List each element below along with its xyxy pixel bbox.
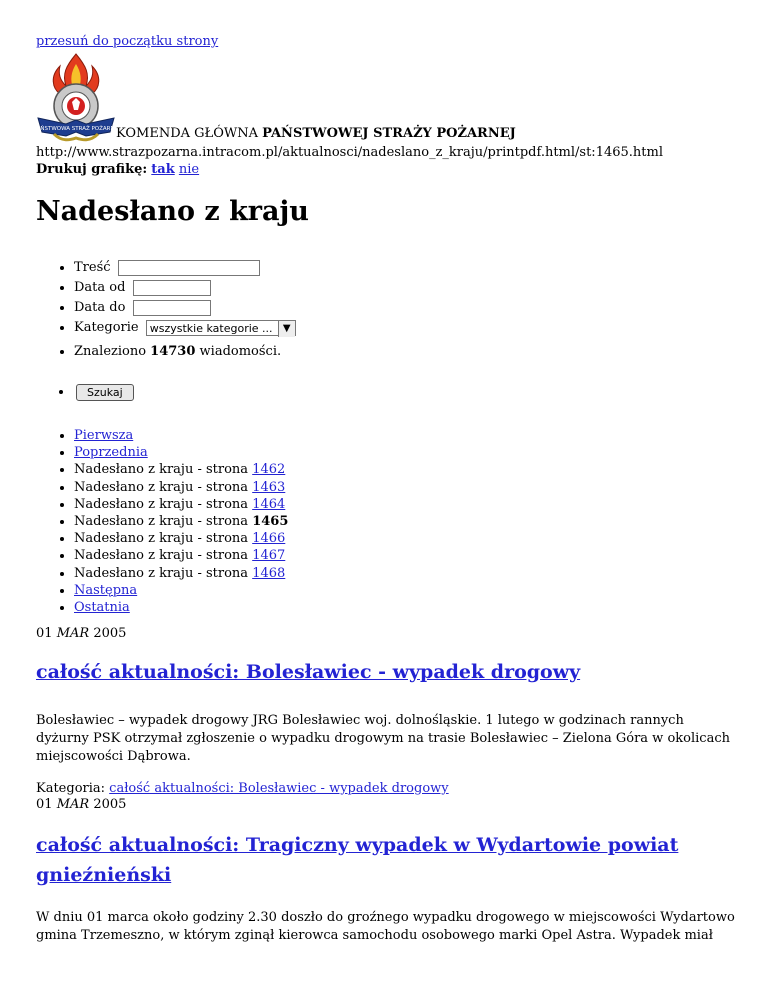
pager-page-link[interactable]: 1466 <box>252 531 286 547</box>
article-category: Kategoria: całość aktualności: Bolesławiec - wypadek drogowy <box>36 781 449 796</box>
article-title <box>36 661 580 683</box>
page-title: Nadesłano z kraju <box>36 196 309 227</box>
category-label: Kategorie <box>74 320 139 335</box>
pager-page-link[interactable]: 1464 <box>252 496 286 512</box>
category-select[interactable] <box>146 320 296 336</box>
article-body: W dniu 01 marca około godziny 2.30 doszło do groźnego wypadku drogowego w miejscowości Wydartowo gmina Trzemeszno, w którym zginął kierowca samochodu osobowego marki Opel Astra. Wypadek miał <box>36 910 735 943</box>
results-count-number: 14730 <box>150 344 196 359</box>
content-label: Treść <box>74 260 111 275</box>
pager-prev-link[interactable]: Poprzednia <box>74 445 148 461</box>
content-input[interactable] <box>118 260 260 276</box>
pager-page-link[interactable]: 1462 <box>252 462 286 478</box>
pager-current-page: 1465 <box>252 513 289 529</box>
search-form <box>36 258 296 338</box>
pager-page-link[interactable]: 1468 <box>252 565 286 581</box>
pager-item: • Nadesłano z kraju - strona 1467 <box>74 547 288 564</box>
pager-item-current: • Nadesłano z kraju - strona 1465 <box>74 513 288 530</box>
agency-name-bold: PAŃSTWOWEJ STRAŻY POŻARNEJ <box>262 126 516 141</box>
page-url: http://www.strazpozarna.intracom.pl/aktualnosci/nadeslano_z_kraju/printpdf.html/st:1465.html <box>36 145 663 160</box>
article-date: 01 MAR 2005 <box>36 797 127 812</box>
pagination <box>36 427 288 616</box>
date-from-input[interactable] <box>133 280 211 296</box>
article-date: 01 MAR 2005 <box>36 626 127 641</box>
print-graphics-label: Drukuj grafikę: <box>36 162 148 177</box>
results-count: • Znaleziono 14730 wiadomości. <box>36 344 281 359</box>
date-to-label: Data do <box>74 300 126 315</box>
search-button-row <box>36 384 134 401</box>
svg-text:PAŃSTWOWA STRAŻ POŻARNA: PAŃSTWOWA STRAŻ POŻARNA <box>36 126 116 132</box>
date-from-label: Data od <box>74 280 126 295</box>
date-to-row <box>74 298 296 318</box>
agency-name-prefix: KOMENDA GŁÓWNA <box>116 126 263 141</box>
date-from-row <box>74 278 296 298</box>
pager-page-link[interactable]: 1463 <box>252 479 286 495</box>
content-field-row <box>74 258 296 278</box>
pager-next-link[interactable]: Następna <box>74 582 138 598</box>
category-select-value: wszystkie kategorie ... <box>149 321 273 335</box>
pager-item: • Nadesłano z kraju - strona 1463 <box>74 479 288 496</box>
agency-name <box>116 126 516 141</box>
pager-item: • Nadesłano z kraju - strona 1462 <box>74 461 288 478</box>
print-graphics-yes-link[interactable]: tak <box>151 162 175 177</box>
article-title-link[interactable]: całość aktualności: Tragiczny wypadek w Wydartowie powiat gnieźnieński <box>36 834 679 886</box>
article-title-link[interactable]: całość aktualności: Bolesławiec - wypadek drogowy <box>36 661 581 683</box>
category-row <box>74 318 296 338</box>
date-to-input[interactable] <box>133 300 211 316</box>
article-category-link[interactable]: całość aktualności: Bolesławiec - wypadek drogowy <box>109 781 449 796</box>
search-button[interactable]: Szukaj <box>76 384 134 401</box>
article-body: Bolesławiec – wypadek drogowy JRG Bolesławiec woj. dolnośląskie. 1 lutego w godzinach rannych dyżurny PSK otrzymał zgłoszenie o wypadku drogowym na trasie Bolesławiec – Zielona Góra w okolicach miejscowości Dąbrowa. <box>36 713 730 764</box>
pager-item: • Nadesłano z kraju - strona 1468 <box>74 565 288 582</box>
article-title <box>36 831 736 891</box>
print-graphics-row <box>36 162 199 177</box>
print-graphics-no-link[interactable]: nie <box>178 162 200 177</box>
fire-service-emblem-icon <box>36 52 116 142</box>
pager-last-link[interactable]: Ostatnia <box>74 599 130 615</box>
pager-item: • Nadesłano z kraju - strona 1464 <box>74 496 288 513</box>
chevron-down-icon[interactable]: ▼ <box>278 321 295 337</box>
pager-item: • Nadesłano z kraju - strona 1466 <box>74 530 288 547</box>
pager-first-link[interactable]: Pierwsza <box>74 428 134 443</box>
back-to-top-link[interactable]: przesuń do początku strony <box>36 34 219 49</box>
pager-page-link[interactable]: 1467 <box>252 548 286 564</box>
